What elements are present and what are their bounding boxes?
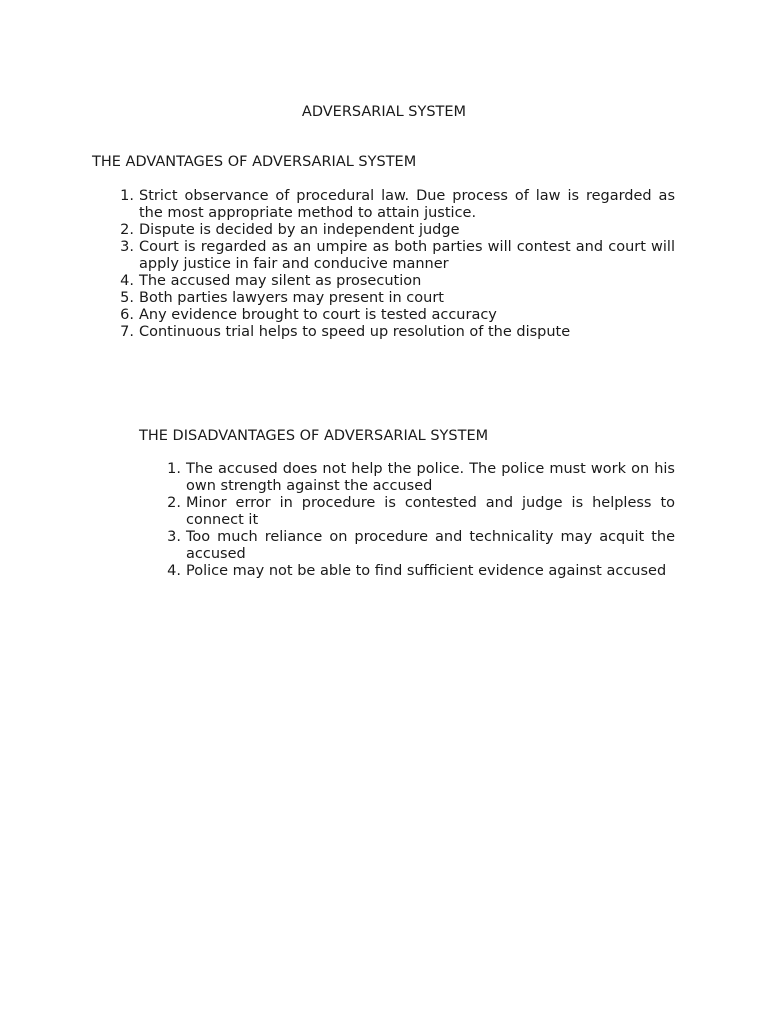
list-item (110, 188, 675, 222)
item-number: 1. (120, 188, 134, 204)
item-text: The accused does not help the police. The police must work on his own strength against the accused (186, 461, 675, 494)
item-text: The accused may silent as prosecution (139, 273, 422, 289)
list-item (110, 290, 675, 307)
list-item (157, 495, 675, 529)
item-text: Continuous trial helps to speed up resolution of the dispute (139, 324, 571, 340)
item-number: 6. (120, 307, 134, 323)
item-number: 7. (120, 324, 134, 340)
item-text: Minor error in procedure is contested and judge is helpless to connect it (186, 495, 675, 528)
item-text: Any evidence brought to court is tested accuracy (139, 307, 497, 323)
advantages-list (110, 188, 675, 341)
list-item (110, 239, 675, 273)
disadvantages-heading: THE DISADVANTAGES OF ADVERSARIAL SYSTEM (139, 428, 489, 444)
item-number: 3. (120, 239, 134, 255)
item-number: 3. (167, 529, 181, 545)
list-item (110, 307, 675, 324)
list-item (157, 529, 675, 563)
item-number: 4. (120, 273, 134, 289)
item-number: 2. (120, 222, 134, 238)
item-text: Court is regarded as an umpire as both parties will contest and court will apply justice in fair and conducive manner (139, 239, 675, 272)
item-text: Police may not be able to find sufficient evidence against accused (186, 563, 667, 579)
document-title: ADVERSARIAL SYSTEM (301, 104, 467, 120)
list-item (110, 273, 675, 290)
advantages-heading: THE ADVANTAGES OF ADVERSARIAL SYSTEM (92, 154, 417, 170)
list-item (157, 461, 675, 495)
item-number: 5. (120, 290, 134, 306)
item-text: Both parties lawyers may present in court (139, 290, 444, 306)
item-text: Strict observance of procedural law. Due process of law is regarded as the most appropriate method to attain justice. (139, 188, 675, 221)
list-item (110, 222, 675, 239)
item-number: 2. (167, 495, 181, 511)
list-item (110, 324, 675, 341)
item-number: 4. (167, 563, 181, 579)
item-text: Too much reliance on procedure and technicality may acquit the accused (186, 529, 675, 562)
list-item (157, 563, 675, 580)
item-number: 1. (167, 461, 181, 477)
item-text: Dispute is decided by an independent judge (139, 222, 460, 238)
disadvantages-list (157, 461, 675, 580)
